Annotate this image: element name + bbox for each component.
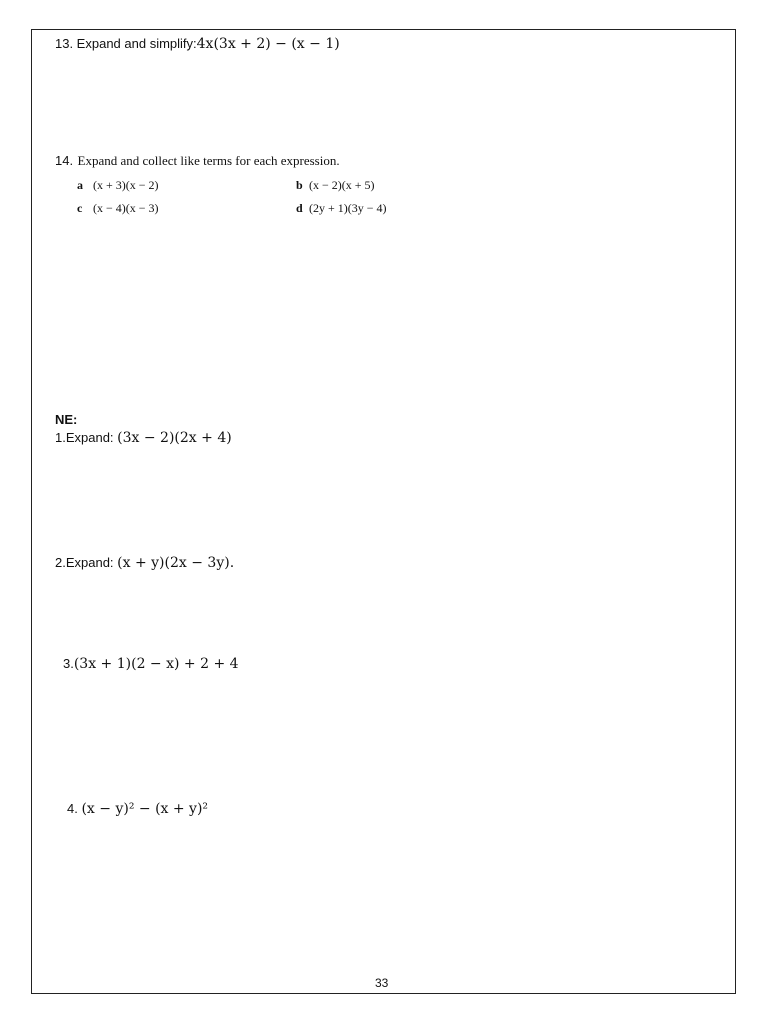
question-14-part-b xyxy=(296,176,375,194)
ne-item-expression: (x − y)² − (x + y)² xyxy=(81,801,209,817)
ne-item-label: 3. xyxy=(63,656,74,671)
ne-item-1 xyxy=(55,429,232,447)
ne-item-2 xyxy=(55,554,234,572)
question-14-instruction: Expand and collect like terms for each expression. xyxy=(77,153,340,168)
part-letter: a xyxy=(77,178,83,192)
part-letter: d xyxy=(296,201,303,215)
question-14-heading xyxy=(55,152,340,170)
ne-heading: NE: xyxy=(55,412,78,427)
question-13-label: 13. Expand and simplify: xyxy=(55,36,197,51)
ne-item-expression: (3x − 2)(2x + 4) xyxy=(117,430,232,446)
ne-item-3 xyxy=(63,655,239,673)
part-expression: (x − 4)(x − 3) xyxy=(93,201,159,215)
part-expression: (2y + 1)(3y − 4) xyxy=(309,201,387,215)
question-14-number: 14. xyxy=(55,153,74,168)
ne-item-label: 1.Expand: xyxy=(55,430,118,445)
ne-item-label: 2.Expand: xyxy=(55,555,118,570)
ne-item-4 xyxy=(67,800,208,818)
page-number: 33 xyxy=(375,976,389,990)
question-14-part-c xyxy=(77,199,159,217)
question-13 xyxy=(55,35,340,53)
part-letter: c xyxy=(77,201,83,215)
part-expression: (x − 2)(x + 5) xyxy=(309,178,375,192)
ne-item-expression: (3x + 1)(2 − x) + 2 + 4 xyxy=(73,656,239,672)
ne-item-label: 4. xyxy=(67,801,82,816)
page-frame xyxy=(31,29,736,994)
part-letter: b xyxy=(296,178,303,192)
question-14-part-d xyxy=(296,199,387,217)
question-14-part-a xyxy=(77,176,159,194)
ne-item-expression: (x + y)(2x − 3y). xyxy=(117,555,235,571)
question-13-expression: 4x(3x + 2) − (x − 1) xyxy=(196,36,340,52)
part-expression: (x + 3)(x − 2) xyxy=(93,178,159,192)
